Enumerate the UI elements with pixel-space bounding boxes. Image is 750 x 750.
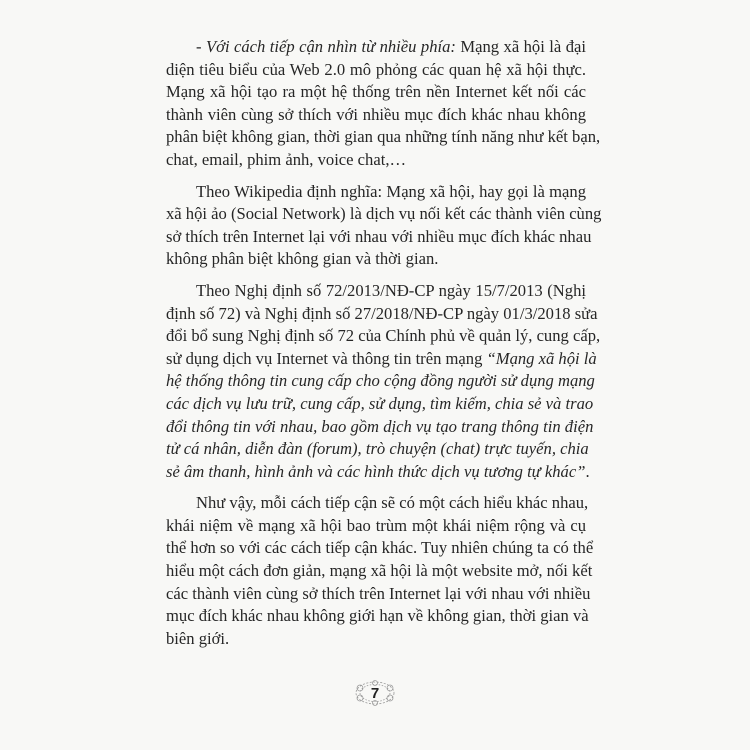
text-line: [166, 438, 589, 461]
text: đổi bổ sung Nghị định số 72 của Chính phủ về quản lý, cung cấp,: [166, 326, 601, 346]
text: định số 72) và Nghị định số 27/2018/NĐ-CP ngày 01/3/2018 sửa: [166, 303, 598, 323]
text-line: [166, 560, 593, 583]
page-number-ornament: [354, 680, 396, 706]
text-line: [166, 104, 586, 127]
text-line: [166, 248, 586, 271]
text-line: [166, 59, 586, 82]
text-line: [166, 303, 598, 326]
text-line: [166, 628, 586, 651]
text: Theo Wikipedia định nghĩa: Mạng xã hội, hay gọi là mạng: [196, 181, 586, 201]
text: Như vậy, mỗi cách tiếp cận sẽ có một cách hiểu khác nhau,: [196, 493, 589, 513]
text: xã hội ảo (Social Network) là dịch vụ nối kết các thành viên cùng: [166, 204, 602, 224]
italic-text: các dịch vụ lưu trữ, cung cấp, sử dụng, tìm kiếm, chia sẻ và trao: [166, 393, 594, 413]
text: khái niệm về mạng xã hội bao trùm một khái niệm rộng và cụ: [166, 515, 586, 535]
text: chat, email, phim ảnh, voice chat,…: [166, 149, 407, 169]
text: không phân biệt không gian và thời gian.: [166, 249, 439, 269]
text: Theo Nghị định số 72/2013/NĐ-CP ngày 15/7/2013 (Nghị: [196, 280, 586, 300]
text-line: [166, 370, 595, 393]
text: .: [585, 461, 590, 481]
text: thành viên cùng sở thích với nhiều mục đích khác nhau không: [166, 104, 586, 124]
text: các thành viên cùng sở thích trên Internet lại với nhau với nhiều: [166, 583, 591, 603]
italic-text: “Mạng xã hội là: [486, 348, 597, 368]
text-line: [166, 461, 590, 484]
paragraph: [166, 181, 602, 271]
text-line: [166, 515, 586, 538]
paragraph: [166, 36, 601, 172]
text: phân biệt không gian, thời gian qua những tính năng như kết bạn,: [166, 127, 601, 147]
text-line: [166, 583, 591, 606]
text-line: [166, 416, 594, 439]
text-line: [166, 325, 601, 348]
text-line: [166, 226, 592, 249]
text-line: [166, 181, 586, 204]
text-line: [166, 537, 594, 560]
italic-text: đổi thông tin với nhau, bao gồm dịch vụ tạo trang thông tin điện: [166, 416, 594, 436]
text: biên giới.: [166, 628, 230, 648]
text: sử dụng dịch vụ Internet và thông tin trên mạng: [166, 348, 487, 368]
text: sở thích trên Internet lại với nhau với nhiều mục đích khác nhau: [166, 226, 592, 246]
text-line: [166, 203, 602, 226]
paragraph: [166, 280, 601, 483]
text: Mạng xã hội là đại: [455, 37, 586, 56]
text: hiểu một cách đơn giản, mạng xã hội là một website mở, nối kết: [166, 561, 593, 581]
italic-text: - Với cách tiếp cận nhìn từ nhiều phía:: [196, 37, 456, 56]
text-line: [166, 605, 589, 628]
text-line: [166, 492, 589, 515]
paragraph: [166, 492, 594, 650]
body-text: [166, 36, 602, 659]
italic-text: sẻ âm thanh, hình ảnh và các hình thức dịch vụ tương tự khác”: [166, 461, 586, 481]
italic-text: tử cá nhân, diễn đàn (forum), trò chuyện (chat) trực tuyến, chia: [166, 439, 589, 459]
page-number: 7: [370, 684, 380, 702]
text: diện tiêu biểu của Web 2.0 mô phỏng các quan hệ xã hội thực.: [166, 59, 586, 79]
text-line: [166, 81, 586, 104]
text-line: [166, 348, 597, 371]
text: Mạng xã hội tạo ra một hệ thống trên nền Internet kết nối các: [166, 82, 586, 102]
text-line: [166, 393, 594, 416]
text: thể hơn so với các cách tiếp cận khác. Tuy nhiên chúng ta có thể: [166, 538, 594, 558]
text-line: [166, 149, 586, 172]
italic-text: hệ thống thông tin cung cấp cho cộng đồng người sử dụng mạng: [166, 371, 595, 391]
text-line: [166, 126, 601, 149]
text-line: [166, 280, 586, 303]
text-line: [166, 36, 586, 59]
text: mục đích khác nhau không giới hạn về không gian, thời gian và: [166, 606, 589, 626]
